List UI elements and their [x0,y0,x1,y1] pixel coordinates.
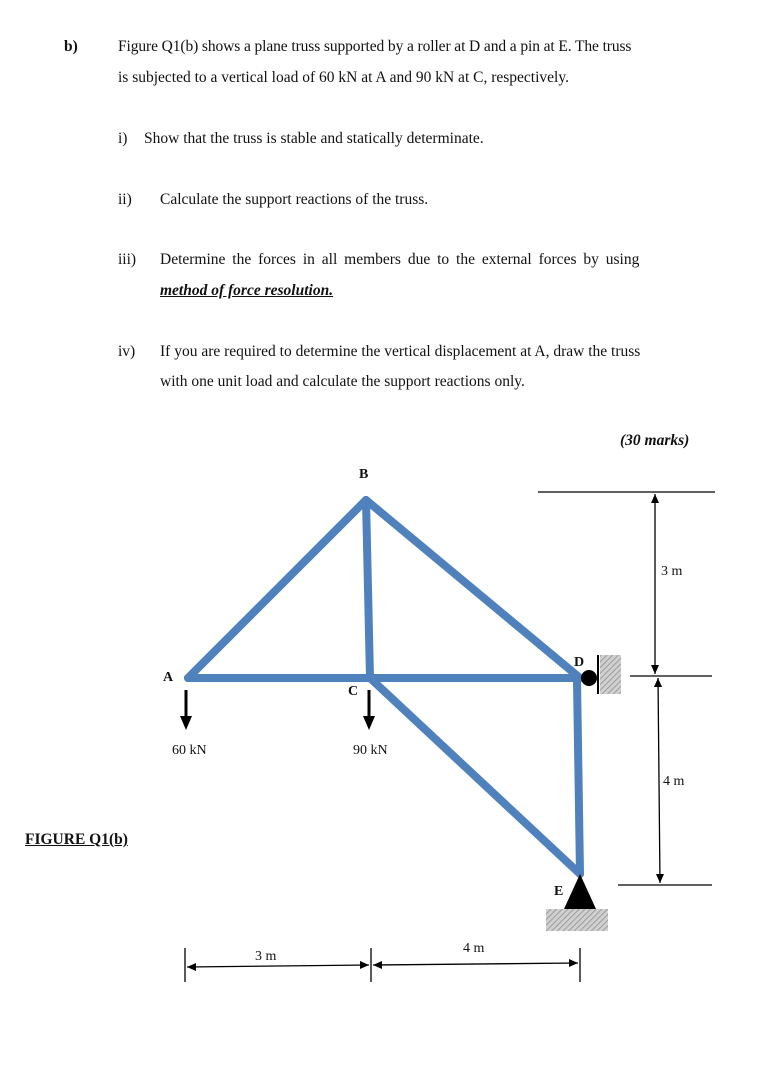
truss-members [188,500,580,874]
dim-label-AC: 3 m [255,949,277,964]
load-label-A: 60 kN [172,743,207,758]
dim-label-CD: 4 m [463,941,485,956]
roller-support-D [581,655,621,694]
item-iv-text: If you are required to determine the vertical displacement at A, draw the truss [160,343,641,360]
member-AB [188,500,366,678]
node-label-B: B [359,467,369,482]
dim-label-upper-height: 3 m [661,564,683,579]
load-arrow-C [363,690,375,730]
item-iv-text-2: with one unit load and calculate the support reactions only. [160,373,525,390]
pin-support-E [546,874,608,931]
member-BD [366,500,580,678]
intro-line-1: Figure Q1(b) shows a plane truss supported by a roller at D and a pin at E. The truss [118,38,632,55]
load-label-C: 90 kN [353,743,388,758]
item-ii-num: ii) [118,191,132,208]
node-label-C: C [348,684,359,699]
item-i-num: i) [118,130,128,147]
vertical-dimensions [538,492,715,885]
node-label-E: E [554,884,564,899]
node-label-A: A [163,670,174,685]
intro-line-2: is subjected to a vertical load of 60 kN at A and 90 kN at C, respectively. [118,69,569,86]
member-CE [370,678,580,874]
node-label-D: D [574,655,585,670]
item-iii-num: iii) [118,251,137,268]
member-BC [366,500,370,678]
member-DE [577,680,580,874]
item-i-text: Show that the truss is stable and statically determinate. [144,130,484,147]
item-iv-num: iv) [118,343,136,360]
item-iii-text: Determine the forces in all members due to the external forces by using [160,251,640,268]
item-ii-text: Calculate the support reactions of the truss. [160,191,429,208]
figure-caption: FIGURE Q1(b) [25,831,128,848]
horizontal-dimensions [185,948,580,982]
dim-label-lower-height: 4 m [663,774,685,789]
part-label: b) [64,38,78,55]
item-iii-method: method of force resolution. [160,282,334,299]
marks: (30 marks) [620,432,690,449]
load-arrow-A [180,690,192,730]
